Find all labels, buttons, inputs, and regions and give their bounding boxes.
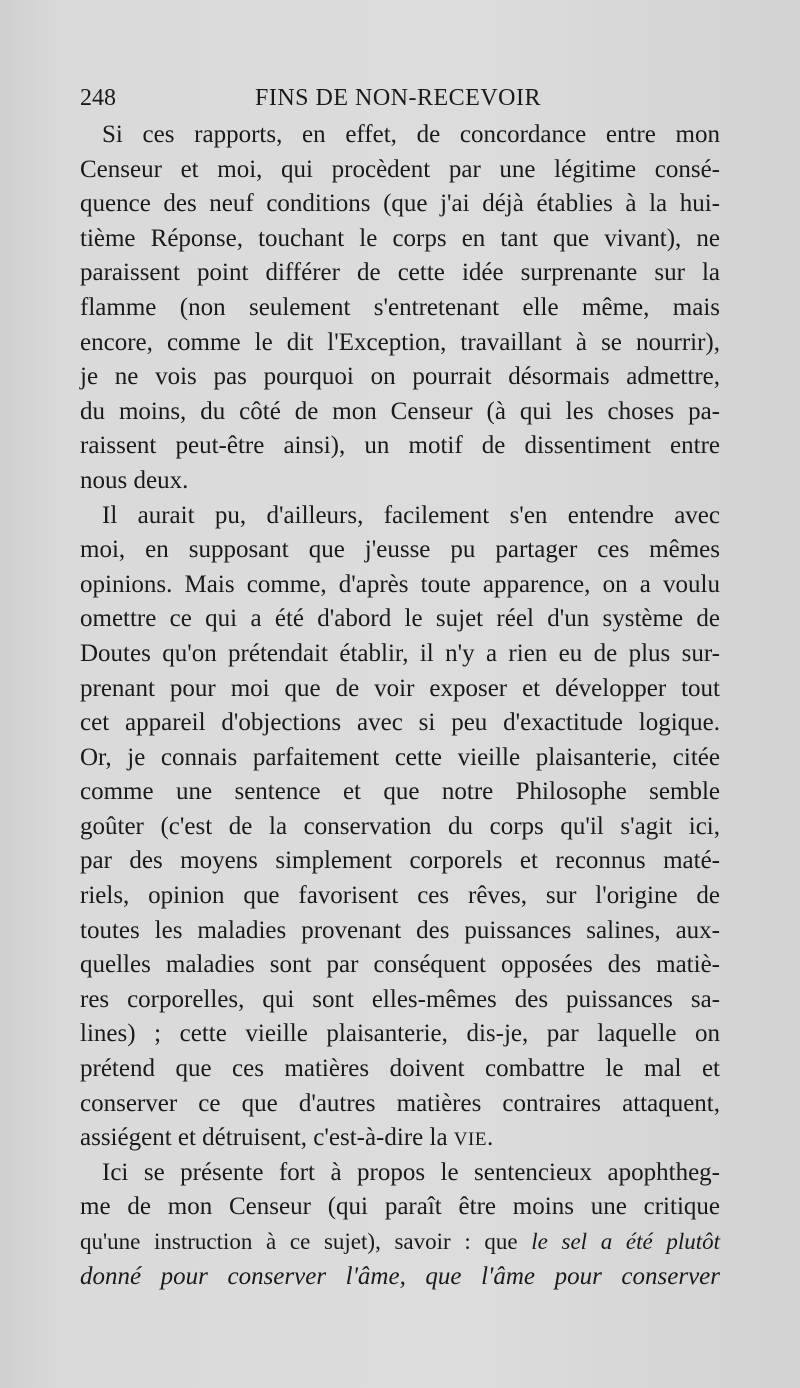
text-line (80, 1121, 720, 1156)
text-line: prétend que ces matières doivent combattre le mal et (80, 1055, 720, 1083)
text-line: Or, je connais parfaitement cette vieille plaisanterie, citée (80, 743, 720, 771)
punctuation: . (486, 1124, 494, 1152)
smallcaps-word: VIE (453, 1129, 487, 1151)
text-line: toutes les maladies provenant des puissances salines, aux- (80, 916, 720, 944)
text-line: Doutes qu'on prétendait établir, il n'y a rien eu de plus sur- (80, 639, 720, 667)
running-head: FINS DE NON-RECEVOIR (255, 85, 541, 111)
text-fragment: qu'une instruction à ce sujet), savoir : que (80, 1229, 518, 1254)
paragraph-2 (80, 499, 720, 1156)
italic-fragment: le sel a été plutôt (531, 1229, 720, 1254)
text-line: riels, opinion que favorisent ces rêves, sur l'origine de (80, 882, 720, 910)
page-number: 248 (80, 85, 116, 111)
text-line: quence des neuf conditions (que j'ai déjà établies à la hui- (80, 190, 720, 218)
text-line (80, 1225, 720, 1260)
text-line: moi, en supposant que j'eusse pu partager ces mêmes (80, 536, 720, 564)
text-line: goûter (c'est de la conservation du corps qu'il s'agit ici, (80, 812, 720, 840)
text-line: nous deux. (80, 466, 189, 494)
text-line: Ici se présente fort à propos le sentencieux apophtheg- (102, 1158, 720, 1186)
text-line: opinions. Mais comme, d'après toute apparence, on a voulu (80, 570, 720, 598)
text-line: conserver ce que d'autres matières contraires attaquent, (80, 1089, 720, 1117)
text-line: prenant pour moi que de voir exposer et développer tout (80, 674, 720, 702)
text-line: lines) ; cette vieille plaisanterie, dis-je, par laquelle on (80, 1020, 720, 1048)
text-line: cet appareil d'objections avec si peu d'exactitude logique. (80, 709, 720, 737)
paragraph-1 (80, 118, 720, 499)
text-line: par des moyens simplement corporels et reconnus maté- (80, 847, 720, 875)
text-line: encore, comme le dit l'Exception, travaillant à se nourrir), (80, 328, 720, 356)
italic-fragment: donné pour conserver l'âme, que l'âme pour conserver (80, 1262, 720, 1290)
text-line: res corporelles, qui sont elles-mêmes des puissances sa- (80, 985, 720, 1013)
text-line: me de mon Censeur (qui paraît être moins une critique (80, 1193, 720, 1221)
text-line: flamme (non seulement s'entretenant elle même, mais (80, 293, 720, 321)
text-line: quelles maladies sont par conséquent opposées des matiè- (80, 951, 720, 979)
page-header (80, 80, 720, 116)
text-line: je ne vois pas pourquoi on pourrait désormais admettre, (80, 363, 720, 391)
text-line: Si ces rapports, en effet, de concordance entre mon (102, 121, 720, 148)
text-line: Il aurait pu, d'ailleurs, facilement s'en entendre avec (102, 501, 720, 529)
text-line: omettre ce qui a été d'abord le sujet réel d'un système de (80, 605, 720, 633)
text-line (80, 1260, 720, 1295)
text-line: comme une sentence et que notre Philosophe semble (80, 778, 720, 806)
text-line: paraissent point différer de cette idée surprenante sur la (80, 259, 720, 287)
text-line: raissent peut-être ainsi), un motif de dissentiment entre (80, 432, 720, 460)
body-text (80, 118, 720, 1294)
text-fragment: assiégent et détruisent, c'est-à-dire la (80, 1124, 448, 1152)
paragraph-3 (80, 1156, 720, 1294)
text-line: Censeur et moi, qui procèdent par une légitime consé- (80, 155, 720, 183)
text-line: tième Réponse, touchant le corps en tant que vivant), ne (80, 224, 720, 252)
text-line: du moins, du côté de mon Censeur (à qui les choses pa- (80, 397, 720, 425)
